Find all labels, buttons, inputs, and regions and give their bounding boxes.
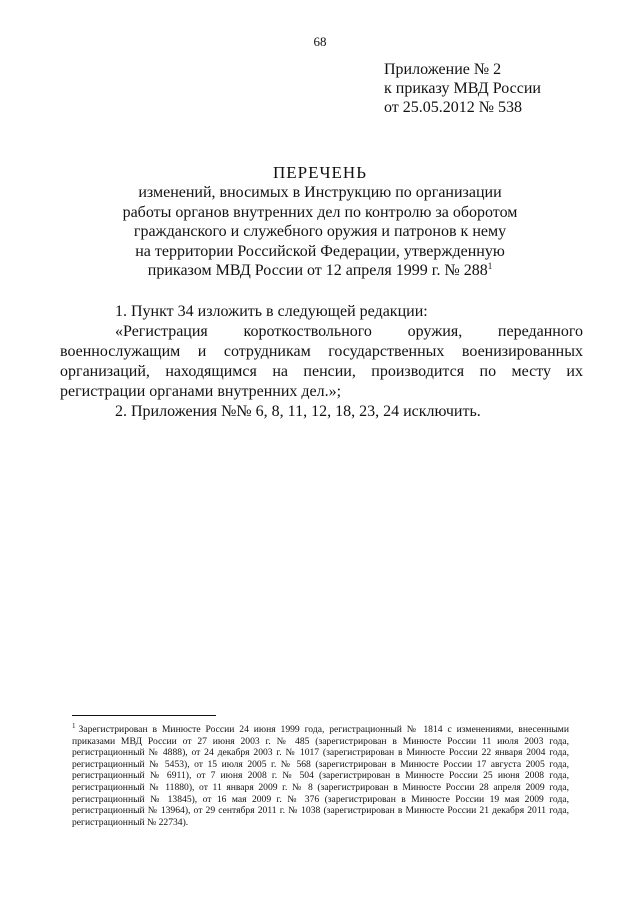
document-title: ПЕРЕЧЕНЬ xyxy=(273,163,367,182)
item-2: 2. Приложения №№ 6, 8, 11, 12, 18, 23, 24 исключить. xyxy=(115,403,481,420)
document-body xyxy=(60,302,583,422)
footnote xyxy=(72,724,569,828)
heading-line-5-text: приказом МВД России от 12 апреля 1999 г. № 288 xyxy=(147,262,488,279)
document-heading xyxy=(60,163,580,281)
heading-line-1: изменений, вносимых в Инструкцию по организации xyxy=(138,184,502,201)
item-1-intro: 1. Пункт 34 изложить в следующей редакции: xyxy=(115,303,428,320)
appendix-line-2: к приказу МВД России xyxy=(384,80,541,97)
footnote-marker: 1 xyxy=(72,722,76,730)
heading-line-5 xyxy=(60,261,580,281)
heading-line-2: работы органов внутренних дел по контролю за оборотом xyxy=(122,203,518,221)
footnote-reference: 1 xyxy=(487,261,493,271)
heading-line-4: на территории Российской Федерации, утвержденную xyxy=(135,242,505,260)
appendix-header xyxy=(384,60,541,117)
appendix-line-1: Приложение № 2 xyxy=(384,61,502,78)
item-1-quote: «Регистрация короткоствольного оружия, переданного военнослужащим и сотрудникам государственных военизированных организаций, находящимся на пенсии, производится по месту их регистрации органами внутренних дел.»; xyxy=(60,323,583,400)
footnote-text: Зарегистрирован в Минюсте России 24 июня 1999 года, регистрационный № 1814 с изменениями, внесенными приказами МВД России от 27 июня 2003 г. № 485 (зарегистрирован в Минюсте России 11 июля 2003 года, регистрационный № 4888), от 24 декабря 2003 г. № 1017 (зарегистрирован в Минюсте России 22 января 2004 года, регистрационный № 5453), от 15 июля 2005 г. № 568 (зарегистрирован в Минюсте России 17 августа 2005 года, регистрационный № 6911), от 7 июня 2008 г. № 504 (зарегистрирован в Минюсте России 25 июня 2008 года, регистрационный № 11880), от 11 января 2009 г. № 8 (зарегистрирован в Минюсте России 28 апреля 2009 года, регистрационный № 13845), от 16 мая 2009 г. № 376 (зарегистрирован в Минюсте России 19 мая 2009 года, регистрационный № 13964), от 29 сентября 2011 г. № 1038 (зарегистрирован в Минюсте России 21 декабря 2011 года, регистрационный № 22734). xyxy=(72,724,569,828)
heading-line-3: гражданского и служебного оружия и патронов к нему xyxy=(133,223,507,240)
appendix-line-3: от 25.05.2012 № 538 xyxy=(384,99,523,116)
page-number: 68 xyxy=(313,34,327,49)
footnote-divider xyxy=(72,715,216,716)
